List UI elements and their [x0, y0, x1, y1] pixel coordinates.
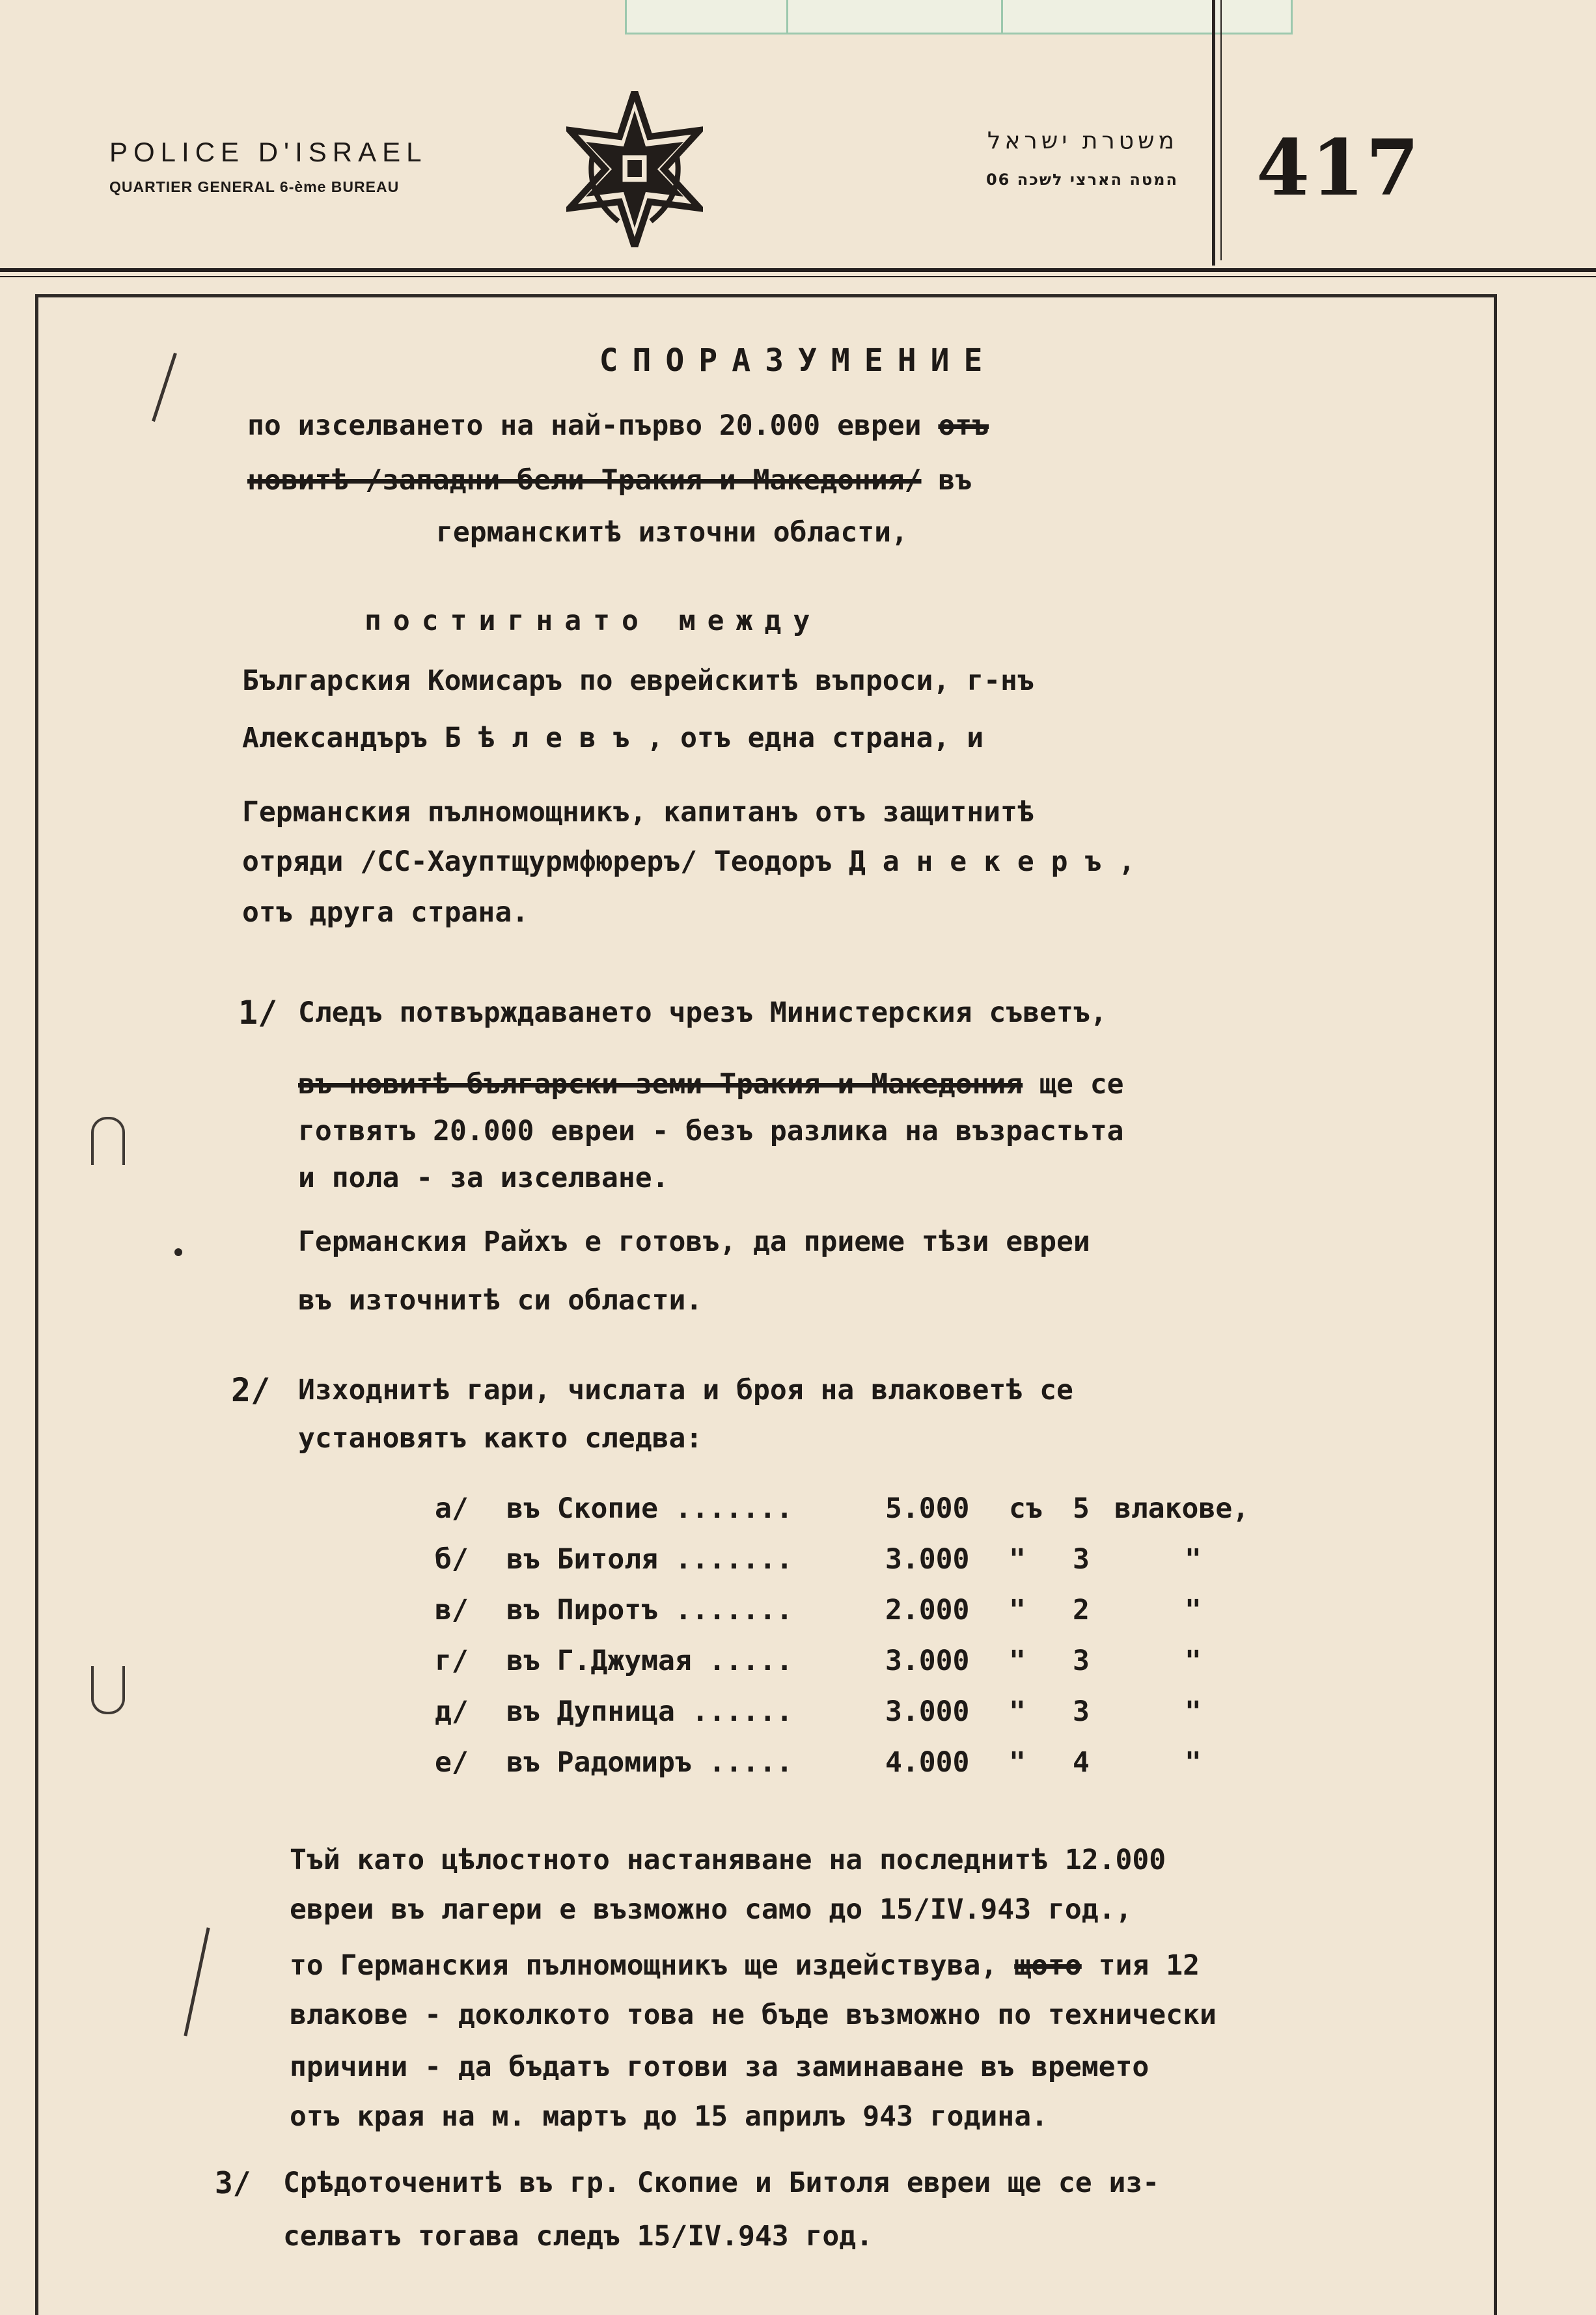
station-text: въ Радомиръ ..... [506, 1746, 793, 1779]
document-number: 417 [1256, 122, 1421, 213]
station-sep: " [1009, 1746, 1026, 1779]
station-unit: влакове, [1114, 1492, 1250, 1525]
station-text: въ Пиротъ ....... [506, 1594, 793, 1626]
station-text: въ Скопие ....... [506, 1492, 793, 1525]
station-sep: съ [1009, 1492, 1043, 1525]
header-rule [0, 268, 1596, 272]
station-letter: в/ [435, 1594, 469, 1626]
section2-para-line: отъ края на м. мартъ до 15 априлъ 943 година. [290, 2100, 1048, 2133]
station-letter: д/ [435, 1695, 469, 1728]
station-unit: " [1185, 1543, 1202, 1576]
station-sep: " [1009, 1594, 1026, 1626]
hebrew-title: משטרת ישראל [987, 128, 1178, 154]
ink-dot [174, 1248, 182, 1256]
parties-line: Германския пълномощникъ, капитанъ отъ защитнитѣ [242, 796, 1034, 829]
station-trains: 4 [1073, 1746, 1090, 1779]
title-line-1: по изселването на най-първо 20.000 евреи отъ [247, 409, 989, 442]
station-unit: " [1185, 1594, 1202, 1626]
station-letter: а/ [435, 1492, 469, 1525]
section2-para-line: Тъй като цѣлостното настаняване на последнитѣ 12.000 [290, 1844, 1166, 1876]
section3-line: селватъ тогава следъ 15/IV.943 год. [283, 2220, 874, 2253]
title-line-2: новитѣ /западни-бели Тракия и Македония/ въ [247, 464, 972, 497]
section-number: 3/ [215, 2165, 251, 2200]
station-unit: " [1185, 1746, 1202, 1779]
hebrew-subtitle: המטה הארצי לשכה 06 [985, 171, 1178, 189]
station-sep: " [1009, 1695, 1026, 1728]
punch-hole [91, 1117, 125, 1165]
station-unit: " [1185, 1695, 1202, 1728]
station-text: въ Г.Джумая ..... [506, 1645, 793, 1677]
section3-line: Срѣдоточенитѣ въ гр. Скопие и Битоля евреи ще се из- [283, 2167, 1160, 2199]
title-line-3: германскитѣ източни области, [436, 516, 908, 549]
police-title: POLICE D'ISRAEL [109, 137, 428, 167]
station-trains: 3 [1073, 1543, 1090, 1576]
station-count: 3.000 [885, 1645, 970, 1677]
section-number: 1/ [238, 994, 278, 1032]
section1-line: въ новитѣ български земи Тракия и Македония ще се [298, 1068, 1124, 1101]
section2-para-line: то Германския пълномощникъ ще издействува, щото тия 12 [290, 1949, 1200, 1982]
section2-para-line: влакове - доколкото това не бъде възможно по технически [290, 1999, 1217, 2031]
header-rule-thin [0, 276, 1596, 277]
station-sep: " [1009, 1543, 1026, 1576]
parties-line: отряди /СС-Хауптщурмфюреръ/ Теодоръ Д а н е к е р ъ , [242, 845, 1136, 878]
header-divider-thin [1220, 0, 1222, 260]
parties-line: отъ друга страна. [242, 896, 529, 929]
section2-line: Изходнитѣ гари, числата и броя на влаковетѣ се [298, 1374, 1073, 1406]
section2-para-line: причини - да бъдатъ готови за заминаване въ времето [290, 2051, 1149, 2083]
parties-line: Александъръ Б ѣ л е в ъ , отъ една страна, и [242, 722, 984, 754]
station-trains: 2 [1073, 1594, 1090, 1626]
station-text: въ Битоля ....... [506, 1543, 793, 1576]
document-heading: СПОРАЗУМЕНИЕ [599, 342, 997, 379]
title-line-4: постигнато между [365, 605, 822, 637]
header-divider [1212, 0, 1215, 266]
section1-line: Следъ потвърждаването чрезъ Министерския съветъ, [298, 996, 1107, 1029]
station-count: 2.000 [885, 1594, 970, 1626]
station-trains: 5 [1073, 1492, 1090, 1525]
station-letter: б/ [435, 1543, 469, 1576]
station-trains: 3 [1073, 1695, 1090, 1728]
station-text: въ Дупница ...... [506, 1695, 793, 1728]
station-count: 4.000 [885, 1746, 970, 1779]
station-letter: е/ [435, 1746, 469, 1779]
police-star-emblem-icon [566, 91, 703, 247]
top-tab-box [625, 0, 1293, 34]
section1-para2-line: Германския Райхъ е готовъ, да приеме тѣзи евреи [298, 1226, 1090, 1258]
station-unit: " [1185, 1645, 1202, 1677]
section2-line: установятъ както следва: [298, 1422, 703, 1455]
station-count: 5.000 [885, 1492, 970, 1525]
section1-para2-line: въ източнитѣ си области. [298, 1284, 703, 1317]
station-count: 3.000 [885, 1543, 970, 1576]
station-trains: 3 [1073, 1645, 1090, 1677]
parties-line: Българския Комисаръ по еврейскитѣ въпроси, г-нъ [242, 664, 1034, 697]
section2-para-line: евреи въ лагери е възможно само до 15/IV.943 год., [290, 1893, 1133, 1926]
section-number: 2/ [231, 1371, 271, 1409]
station-sep: " [1009, 1645, 1026, 1677]
section1-line: готвятъ 20.000 евреи - безъ разлика на възрастьта [298, 1115, 1124, 1147]
station-count: 3.000 [885, 1695, 970, 1728]
station-letter: г/ [435, 1645, 469, 1677]
punch-hole [91, 1666, 125, 1714]
section1-line: и пола - за изселване. [298, 1162, 669, 1194]
police-subtitle: QUARTIER GENERAL 6-ème BUREAU [109, 178, 400, 195]
